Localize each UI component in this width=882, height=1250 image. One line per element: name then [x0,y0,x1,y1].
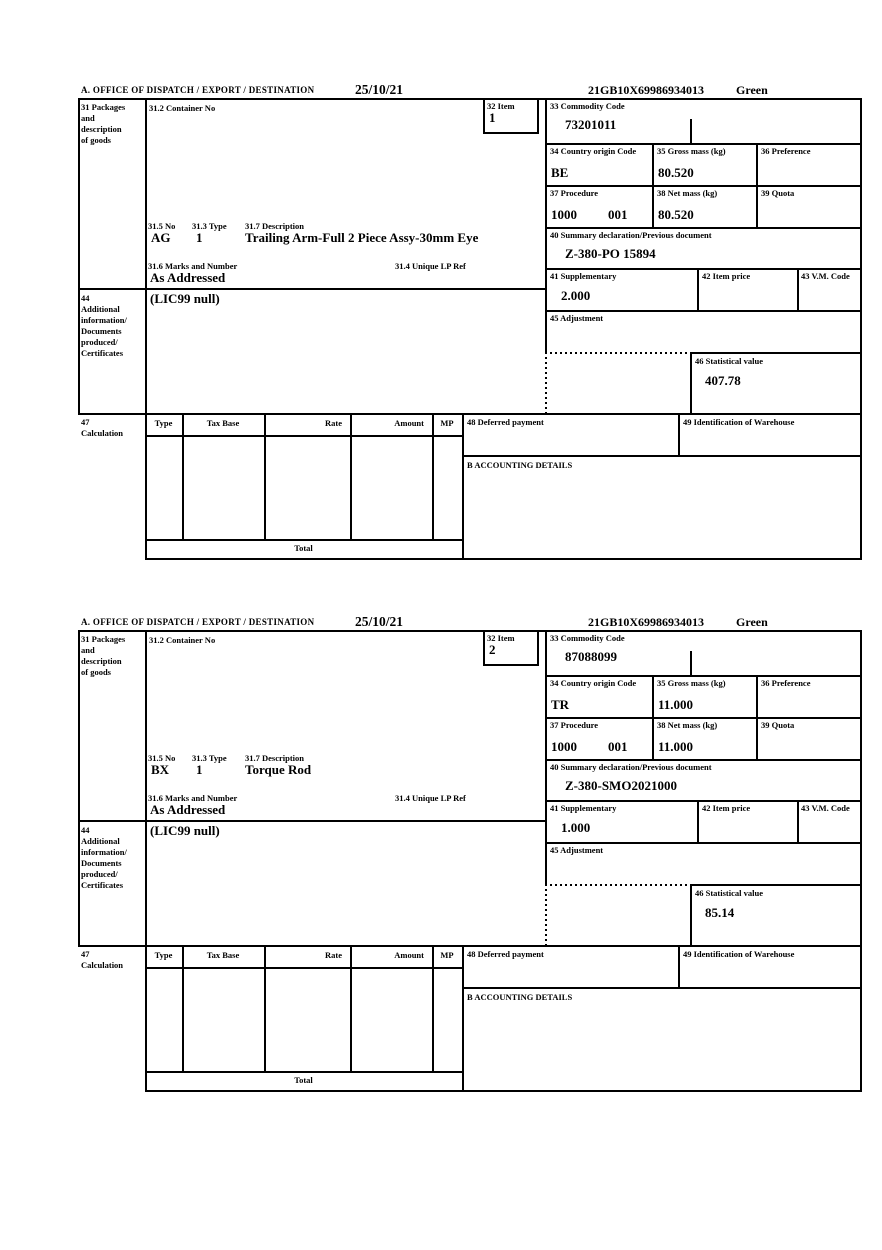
customs-declaration-item-copy [78,614,862,1092]
unique-lp-ref-label: 31.4 Unique LP Ref [395,261,466,271]
quota-label: 39 Quota [761,720,795,730]
divider [145,1090,862,1092]
divider [145,1071,464,1073]
calc-col-mp: MP [440,950,454,960]
net-mass-value: 80.520 [658,207,694,222]
statistical-value-label: 46 Statistical value [695,888,763,898]
gross-mass-value: 80.520 [658,165,694,180]
unique-lp-ref-label: 31.4 Unique LP Ref [395,793,466,803]
divider [78,288,547,290]
divider [145,539,464,541]
office-of-dispatch-title: A. OFFICE OF DISPATCH / EXPORT / DESTINATION [81,85,315,95]
preference-label: 36 Preference [761,678,811,688]
dotted-divider [545,884,690,886]
procedure-label: 37 Procedure [550,188,599,198]
divider [78,945,862,947]
procedure-value: 1000 [551,739,577,754]
country-origin-label: 34 Country origin Code [550,678,637,688]
commodity-code-value: 73201011 [565,117,617,132]
procedure-value: 1000 [551,207,577,222]
statistical-value: 407.78 [705,373,741,388]
item-price-label: 42 Item price [702,803,751,813]
total-label: Total [294,1075,313,1085]
statistical-value-label: 46 Statistical value [695,356,763,366]
marks-and-number-label: 31.6 Marks and Number [148,261,238,271]
deferred-payment-label: 48 Deferred payment [467,417,544,427]
commodity-code-label: 33 Commodity Code [550,633,625,643]
divider [545,630,547,884]
supplementary-label: 41 Supplementary [550,271,617,281]
divider [545,268,862,270]
net-mass-label: 38 Net mass (kg) [657,188,718,198]
divider [432,945,434,1071]
movement-reference-number: 21GB10X69986934013 [588,83,705,97]
description-label: 31.7 Description [245,753,305,763]
divider [145,558,862,560]
divider [483,132,539,134]
divider [264,413,266,539]
calc-col-rate: Rate [325,950,342,960]
divider [697,800,699,844]
calc-col-tax-base: Tax Base [206,418,240,428]
vm-code-label: 43 V.M. Code [801,803,850,813]
country-origin-value: TR [551,697,570,712]
vm-code-label: 43 V.M. Code [801,271,850,281]
summary-declaration-label: 40 Summary declaration/Previous document [550,230,712,240]
divider [797,800,799,844]
calculation-label: 47 Calculation [81,417,124,438]
divider [182,945,184,1071]
divider [462,455,862,457]
divider [145,98,147,560]
adjustment-label: 45 Adjustment [550,845,604,855]
total-label: Total [294,543,313,553]
divider [145,435,462,437]
calc-col-type: Type [154,418,173,428]
customs-declaration-item-copy [78,82,862,560]
divider [697,268,699,312]
packages-description-label: 31 Packages and description of goods [81,634,126,677]
item-number-label: 32 Item [487,633,515,643]
procedure-label: 37 Procedure [550,720,599,730]
package-type-value: 1 [196,230,203,245]
identification-of-warehouse-label: 49 Identification of Warehouse [683,949,795,959]
description-label: 31.7 Description [245,221,305,231]
divider [690,352,692,413]
divider [545,800,862,802]
divider [462,987,862,989]
declaration-date: 25/10/21 [355,82,404,97]
divider [545,185,862,187]
divider [78,820,547,822]
calc-col-amount: Amount [394,418,424,428]
divider [78,98,80,415]
divider [537,630,539,666]
deferred-payment-label: 48 Deferred payment [467,949,544,959]
procedure-extra-value: 001 [608,207,628,222]
divider [690,352,862,354]
summary-declaration-label: 40 Summary declaration/Previous document [550,762,712,772]
divider [78,413,862,415]
divider [690,884,692,945]
divider [545,842,862,844]
divider [483,630,485,666]
item-number-label: 32 Item [487,101,515,111]
accounting-details-label: B ACCOUNTING DETAILS [467,460,573,470]
summary-declaration-value: Z-380-SMO2021000 [565,778,677,793]
divider [350,413,352,539]
divider [78,630,80,947]
routing-status: Green [736,83,768,97]
divider [860,98,862,560]
packages-description-label: 31 Packages and description of goods [81,102,126,145]
dotted-divider [545,352,547,413]
divider [483,664,539,666]
marks-and-number-value: As Addressed [150,802,226,817]
package-type-label: 31.3 Type [192,221,227,231]
package-type-value: 1 [196,762,203,777]
net-mass-value: 11.000 [658,739,694,754]
divider [678,945,680,989]
supplementary-value: 1.000 [561,820,591,835]
adjustment-label: 45 Adjustment [550,313,604,323]
container-no-label: 31.2 Container No [149,103,216,113]
divider [145,967,462,969]
procedure-extra-value: 001 [608,739,628,754]
commodity-code-separator [690,651,692,675]
calc-col-tax-base: Tax Base [206,950,240,960]
package-no-value: BX [151,762,170,777]
package-type-label: 31.3 Type [192,753,227,763]
calculation-label: 47 Calculation [81,949,124,970]
gross-mass-label: 35 Gross mass (kg) [657,678,726,688]
commodity-code-separator [690,119,692,143]
marks-and-number-label: 31.6 Marks and Number [148,793,238,803]
divider [78,98,862,100]
divider [462,413,464,558]
divider [545,675,862,677]
commodity-code-label: 33 Commodity Code [550,101,625,111]
divider [545,310,862,312]
item-number-value: 1 [489,110,496,125]
package-no-value: AG [151,230,171,245]
additional-information-label: 44 Additional information/ Documents produced/ Certificates [81,825,127,890]
additional-information-value: (LIC99 null) [150,291,220,306]
item-number-value: 2 [489,642,496,657]
divider [264,945,266,1071]
commodity-code-value: 87088099 [565,649,617,664]
declaration-date: 25/10/21 [355,614,404,629]
gross-mass-value: 11.000 [658,697,694,712]
divider [483,98,485,134]
net-mass-label: 38 Net mass (kg) [657,720,718,730]
divider [678,413,680,457]
additional-information-label: 44 Additional information/ Documents produced/ Certificates [81,293,127,358]
divider [432,413,434,539]
divider [545,143,862,145]
divider [545,98,547,352]
divider [545,717,862,719]
container-no-label: 31.2 Container No [149,635,216,645]
calc-col-type: Type [154,950,173,960]
package-no-label: 31.5 No [148,753,176,763]
identification-of-warehouse-label: 49 Identification of Warehouse [683,417,795,427]
divider [797,268,799,312]
country-origin-label: 34 Country origin Code [550,146,637,156]
routing-status: Green [736,615,768,629]
divider [350,945,352,1071]
divider [545,227,862,229]
accounting-details-label: B ACCOUNTING DETAILS [467,992,573,1002]
additional-information-value: (LIC99 null) [150,823,220,838]
marks-and-number-value: As Addressed [150,270,226,285]
divider [690,884,862,886]
dotted-divider [545,352,690,354]
package-no-label: 31.5 No [148,221,176,231]
country-origin-value: BE [551,165,569,180]
divider [182,413,184,539]
gross-mass-label: 35 Gross mass (kg) [657,146,726,156]
quota-label: 39 Quota [761,188,795,198]
supplementary-value: 2.000 [561,288,591,303]
preference-label: 36 Preference [761,146,811,156]
divider [462,945,464,1090]
divider [78,630,862,632]
office-of-dispatch-title: A. OFFICE OF DISPATCH / EXPORT / DESTINATION [81,617,315,627]
calc-col-amount: Amount [394,950,424,960]
divider [545,759,862,761]
calc-col-mp: MP [440,418,454,428]
calc-col-rate: Rate [325,418,342,428]
divider [860,630,862,1092]
supplementary-label: 41 Supplementary [550,803,617,813]
summary-declaration-value: Z-380-PO 15894 [565,246,656,261]
dotted-divider [545,884,547,945]
description-value: Trailing Arm-Full 2 Piece Assy-30mm Eye [245,230,479,245]
item-price-label: 42 Item price [702,271,751,281]
statistical-value: 85.14 [705,905,735,920]
description-value: Torque Rod [245,762,312,777]
divider [537,98,539,134]
movement-reference-number: 21GB10X69986934013 [588,615,705,629]
divider [145,630,147,1092]
